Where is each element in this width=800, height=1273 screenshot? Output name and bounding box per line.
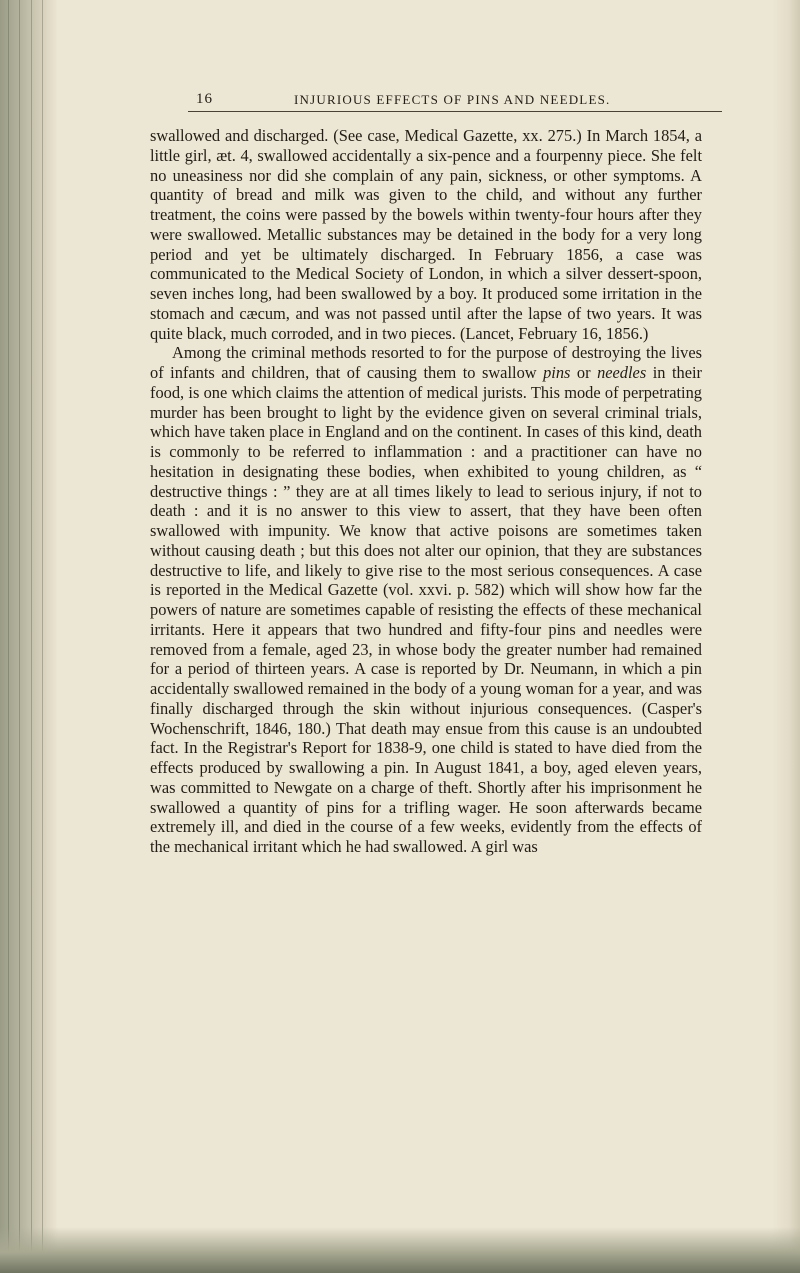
running-title: INJURIOUS EFFECTS OF PINS AND NEEDLES. <box>294 92 611 107</box>
paragraph-text: swallowed and discharged. (See case, Medical Gazette, xx. 275.) In March 1854, a little girl, æt. 4, swallowed accidentally a six-pence and a fourpenny piece. She felt no uneasiness nor did she complain of any pain, sickness, or other symptoms. A quantity of bread and milk was given to the child, and without any further treatment, the coins were passed by the bowels within twenty-four hours after they were swallowed. Metallic substances may be detained in the body for a very long period and yet be ultimately discharged. In February 1856, a case was communicated to the Medical Society of London, in which a silver dessert-spoon, seven inches long, had been swallowed by a boy. It produced some irritation in the stomach and cæcum, and was not passed until after the lapse of two years. It was quite black, much corroded, and in two pieces. (Lancet, February 16, 1856.) <box>150 126 702 343</box>
body-text <box>150 126 702 857</box>
paragraph-text: or <box>570 363 598 382</box>
page-number: 16 <box>196 91 213 107</box>
book-page <box>118 86 722 856</box>
paragraph-1 <box>150 126 702 343</box>
paragraph-2 <box>150 343 702 857</box>
italic-term-needles: needles <box>597 363 647 382</box>
header-rule <box>188 111 722 112</box>
running-head <box>118 86 722 114</box>
paragraph-text: Among the criminal methods resorted to for the purpose of destroying the lives of infants and children, that of causing them to swallow <box>150 343 702 382</box>
page-right-edge <box>772 0 800 1273</box>
italic-term-pins: pins <box>543 363 571 382</box>
paragraph-text: in their food, is one which claims the attention of medical jurists. This mode of perpetrating murder has been brought to light by the evidence given on several criminal trials, which have taken place in England and on the continent. In cases of this kind, death is commonly to be referred to inflammation : and a practitioner can have no hesitation in designating these bodies, when exhibited to young children, as “ destructive things : ” they are at all times likely to lead to serious injury, if not to death : and it is no answer to this view to assert, that they have been often swallowed with impunity. We know that active poisons are sometimes taken without causing death ; but this does not alter our opinion, that they are substances destructive to life, and likely to give rise to the most serious consequences. A case is reported in the Medical Gazette (vol. xxvi. p. 582) which will show how far the powers of nature are sometimes capable of resisting the effects of these mechanical irritants. Here it appears that two hundred and fifty-four pins and needles were removed from a female, aged 23, in whose body the greater number had remained for a period of thirteen years. A case is reported by Dr. Neumann, in which a pin accidentally swallowed remained in the body of a young woman for a year, and was finally discharged through the skin without injurious consequences. (Casper's Wochenschrift, 1846, 180.) That death may ensue from this cause is an undoubted fact. In the Registrar's Report for 1838-9, one child is stated to have died from the effects produced by swallowing a pin. In August 1841, a boy, aged eleven years, was committed to Newgate on a charge of theft. Shortly after his imprisonment he swallowed a quantity of pins for a trifling wager. He soon afterwards became extremely ill, and died in the course of a few weeks, evidently from the effects of the mechanical irritant which he had swallowed. A girl was <box>150 363 702 856</box>
page-bottom-shadow <box>0 1227 800 1273</box>
page-gutter-shadow <box>0 0 58 1273</box>
